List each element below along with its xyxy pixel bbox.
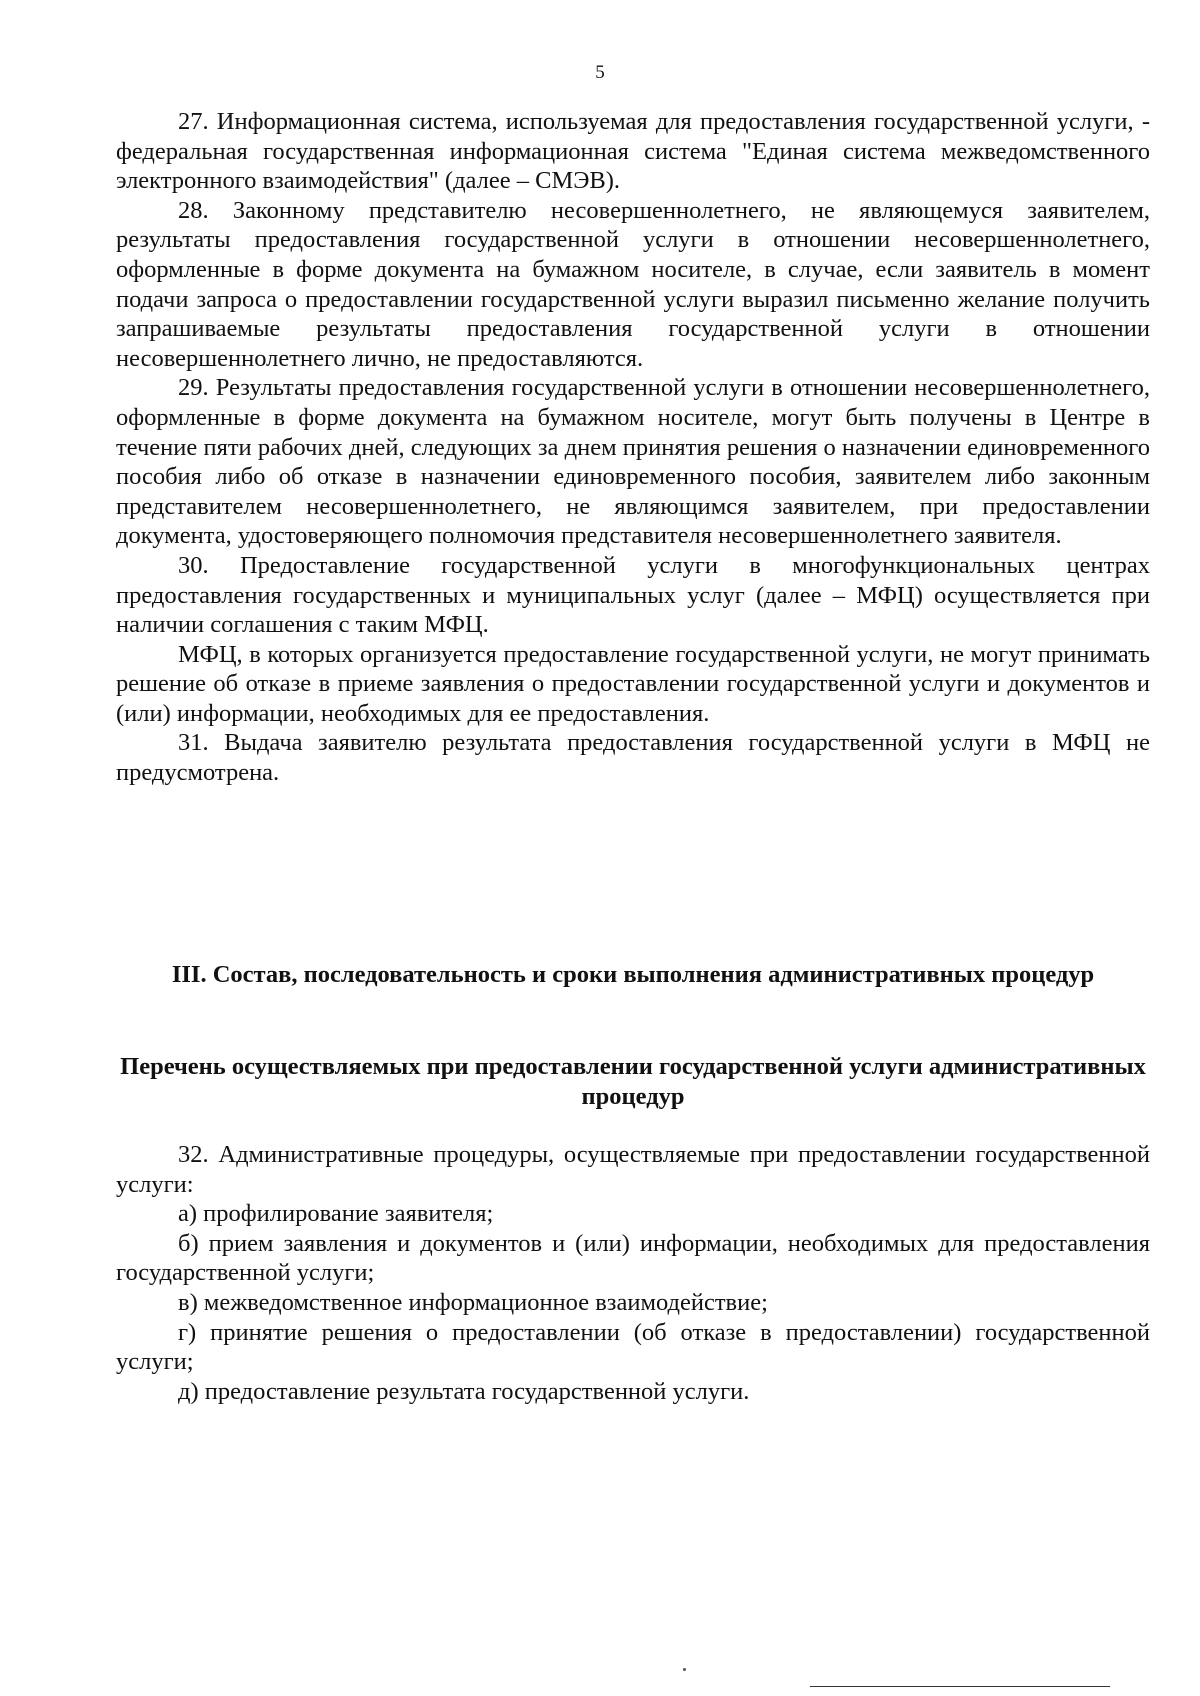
body-text-upper [116, 107, 1150, 788]
paragraph-29: 29. Результаты предоставления государственной услуги в отношении несовершеннолетнего, оформленные в форме документа на бумажном носителе, могут быть получены в Центре в течение пяти рабочих дней, следующих за днем принятия решения о назначении единовременного пособия либо об отказе в назначении единовременного пособия, заявителем либо законным представителем несовершеннолетнего, не являющимся заявителем, при предоставлении документа, удостоверяющего полномочия представителя несовершеннолетнего заявителя. [116, 374, 1150, 550]
page-number: 5 [595, 62, 605, 83]
body-text-lower [116, 1140, 1150, 1406]
list-item-a: а) профилирование заявителя; [178, 1200, 494, 1228]
footer-rule [810, 1686, 1110, 1687]
list-item-v: в) межведомственное информационное взаимодействие; [178, 1288, 768, 1316]
scan-speck [683, 1668, 686, 1671]
paragraph-30: 30. Предоставление государственной услуги в многофункциональных центрах предоставления государственных и муниципальных услуг (далее – МФЦ) осуществляется при наличии соглашения с таким МФЦ. [116, 551, 1150, 639]
paragraph-27: 27. Информационная система, используемая для предоставления государственной услуги, - федеральная государственная информационная система "Единая система межведомственного электронного взаимодействия" (далее – СМЭВ). [116, 108, 1150, 195]
paragraph-31: 31. Выдача заявителю результата предоставления государственной услуги в МФЦ не предусмотрена. [116, 729, 1150, 787]
paragraph-mfc: МФЦ, в которых организуется предоставление государственной услуги, не могут принимать решение об отказе в приеме заявления о предоставлении государственной услуги и документов и (или) информации, необходимых для ее предоставления. [116, 640, 1150, 727]
subsection-heading: Перечень осуществляемых при предоставлении государственной услуги административных процедур [120, 1053, 1146, 1110]
list-item-g: г) принятие решения о предоставлении (об отказе в предоставлении) государственной услуги; [116, 1318, 1150, 1376]
list-item-b: б) прием заявления и документов и (или) информации, необходимых для предоставления государственной услуги; [116, 1229, 1150, 1287]
list-item-d: д) предоставление результата государственной услуги. [178, 1377, 750, 1405]
paragraph-32: 32. Административные процедуры, осуществляемые при предоставлении государственной услуги: [116, 1141, 1150, 1198]
section-heading: III. Состав, последовательность и сроки выполнения административных процедур [171, 961, 1095, 988]
paragraph-28: 28. Законному представителю несовершеннолетнего, не являющемуся заявителем, результаты предоставления государственной услуги в отношении несовершеннолетнего, оформленные в форме документа на бумажном носителе, в случае, если заявитель в момент подачи запроса о предоставлении государственной услуги выразил письменно желание получить запрашиваемые результаты предоставления государственной услуги в отношении несовершеннолетнего лично, не предоставляются. [116, 196, 1150, 372]
